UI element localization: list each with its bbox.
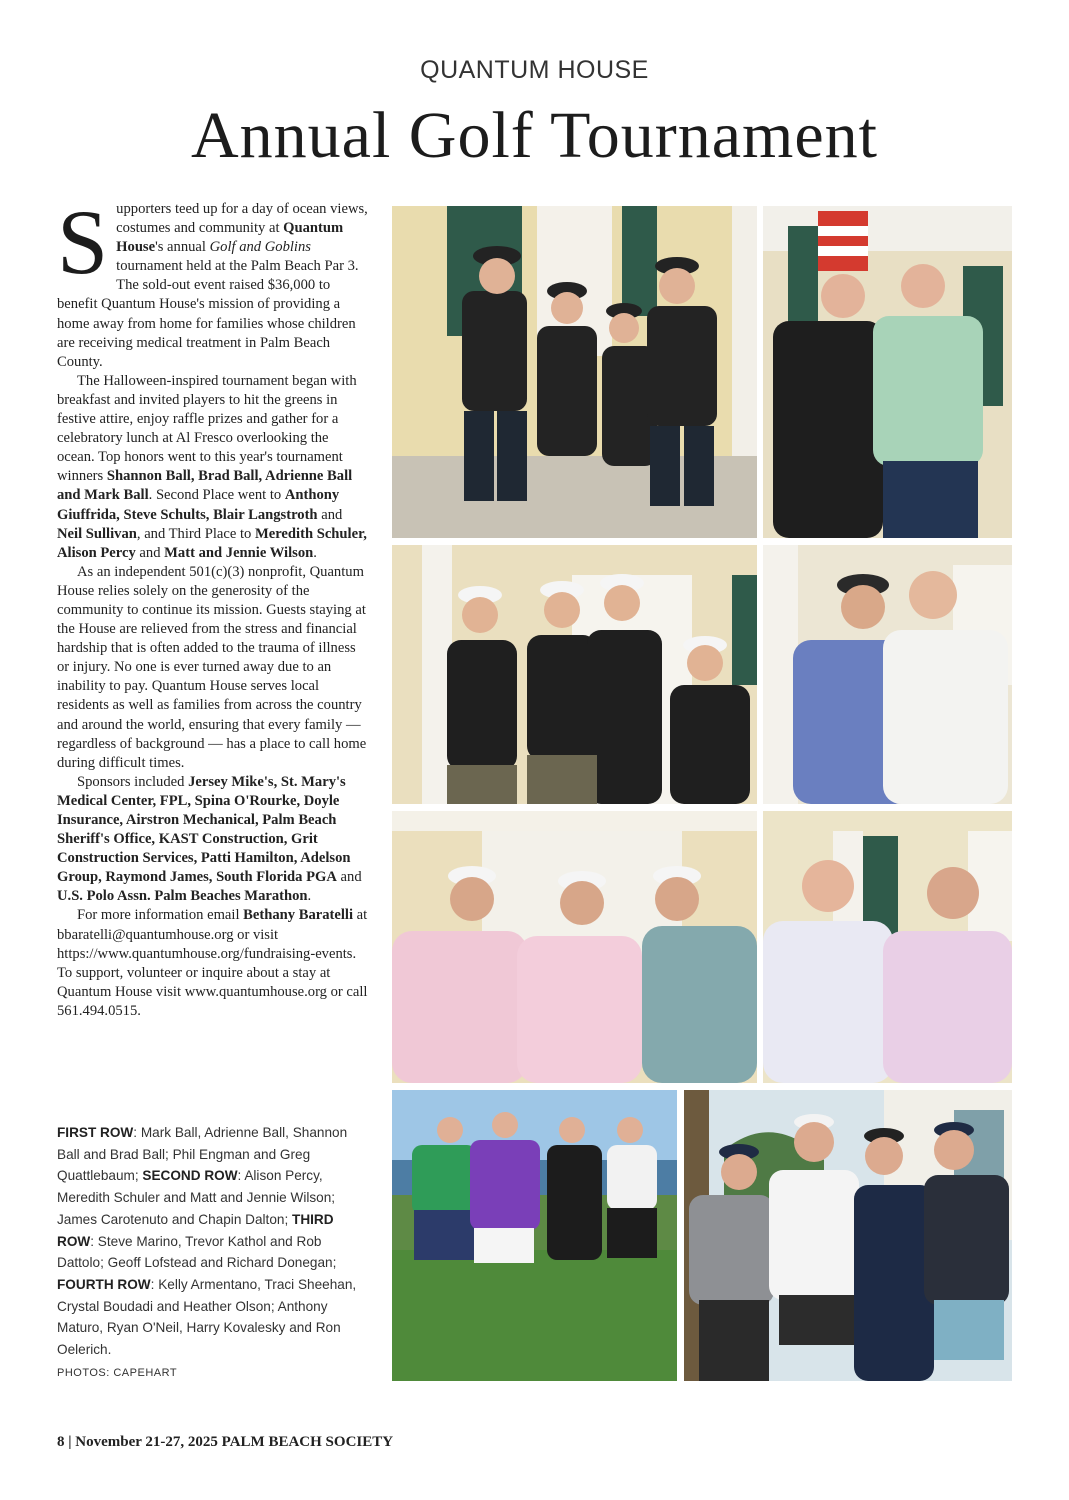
caption-row-label: SECOND ROW bbox=[142, 1168, 238, 1184]
page-footer: 8 | November 21-27, 2025 PALM BEACH SOCIETY bbox=[57, 1434, 394, 1450]
photo-row4-right bbox=[684, 1090, 1012, 1381]
photo-captions bbox=[57, 1122, 369, 1384]
photo-row1-right bbox=[763, 206, 1012, 538]
text-run: The Halloween-inspired tournament began with breakfast and invited players to hit the greens in festive attire, enjoy raffle prizes and gather for a celebratory lunch at Al Fresco overlooking the ocean. Top honors went to this year's tournament winners bbox=[57, 372, 357, 485]
org-name: Quantum House bbox=[116, 220, 344, 256]
winners-third-last: Matt and Jennie Wilson bbox=[164, 544, 314, 561]
text-run: , and Third Place to bbox=[136, 525, 255, 542]
article-paragraph-5 bbox=[57, 906, 369, 1021]
winners-third: Meredith Schuler, Alison Percy bbox=[57, 525, 367, 561]
text-run: and bbox=[317, 506, 343, 523]
text-run: . Second Place went to bbox=[148, 487, 285, 504]
caption-text: : Mark Ball, Adrienne Ball, Shannon Ball and Brad Ball; Phil Engman and Greg Quattlebaum; bbox=[57, 1125, 348, 1184]
text-run: and bbox=[135, 544, 165, 561]
section-kicker: QUANTUM HOUSE bbox=[420, 56, 649, 84]
winners-second: Anthony Giuffrida, Steve Schults, Blair Langstroth bbox=[57, 487, 340, 523]
winners-second-last: Neil Sullivan bbox=[57, 525, 137, 542]
photo-row1-left bbox=[392, 206, 757, 538]
text-run: and bbox=[336, 869, 362, 886]
photo-credit: PHOTOS: CAPEHART bbox=[57, 1366, 178, 1379]
caption-text: : Alison Percy, Meredith Schuler and Matt and Jennie Wilson; James Carotenuto and Chapin Dalton; bbox=[57, 1168, 336, 1227]
text-run: 's annual bbox=[155, 239, 210, 256]
text-run: Sponsors included bbox=[77, 773, 189, 790]
article-paragraph-2 bbox=[57, 372, 369, 563]
photo-row3-right bbox=[763, 811, 1012, 1083]
caption-row-label: FOURTH ROW bbox=[57, 1276, 151, 1292]
photo-row2-left bbox=[392, 545, 757, 804]
contact-name: Bethany Baratelli bbox=[243, 907, 354, 924]
photo-row3-left bbox=[392, 811, 757, 1083]
caption-text: : Steve Marino, Trevor Kathol and Rob Dattolo; Geoff Lofstead and Richard Donegan; bbox=[57, 1233, 337, 1271]
text-run: . bbox=[307, 888, 312, 905]
event-name: Golf and Goblins bbox=[209, 239, 311, 256]
photo-row4-left bbox=[392, 1090, 677, 1381]
caption-text: : Kelly Armentano, Traci Sheehan, Crystal Boudadi and Heather Olson; Anthony Maturo, Ryan O'Neil, Harry Kovalesky and Ron Oelerich. bbox=[57, 1276, 357, 1358]
article-paragraph-4 bbox=[57, 773, 369, 907]
photo-row2-right bbox=[763, 545, 1012, 804]
text-run: . bbox=[313, 544, 317, 561]
text-run: upporters teed up for a day of ocean views, costumes and community at bbox=[116, 201, 368, 237]
caption-row-label: THIRD ROW bbox=[57, 1211, 334, 1249]
page-title: Annual Golf Tournament bbox=[190, 99, 879, 172]
text-run: at bbaratelli@quantumhouse.org or visit https://www.quantumhouse.org/fundraising-events. To support, volunteer or inquire about a stay at Quantum House visit www.quantumhouse.org or call 561.494.0515. bbox=[57, 907, 368, 1019]
article-body bbox=[57, 191, 369, 1021]
winners-first: Shannon Ball, Brad Ball, Adrienne Ball and Mark Ball bbox=[57, 468, 353, 504]
text-run: tournament held at the Palm Beach Par 3. The sold-out event raised $36,000 to benefit Quantum House's mission of providing a home away from home for families whose children are receiving medical treatment in Palm Beach County. bbox=[57, 258, 359, 370]
sponsor-last: U.S. Polo Assn. Palm Beaches Marathon bbox=[57, 888, 308, 905]
sponsor-list: Jersey Mike's, St. Mary's Medical Center, FPL, Spina O'Rourke, Doyle Insurance, Airstron Mechanical, Palm Beach Sheriff's Office, KAST Construction, Grit Construction Services, Patti Hamilton, Adelson Group, Raymond James, South Florida PGA bbox=[57, 773, 351, 886]
article-paragraph-3: As an independent 501(c)(3) nonprofit, Quantum House relies solely on the generosity of the community to continue its mission. Guests staying at the House are relieved from the stress and financial hardship that is often added to the trauma of illness or injury. No one is ever turned away due to an inability to pay. Quantum House serves local residents as well as families from across the country and around the world, ensuring that every family — regardless of background — has a place to call home during difficult times. bbox=[57, 563, 367, 771]
article-paragraph-1 bbox=[57, 191, 369, 372]
caption-row-label: FIRST ROW bbox=[57, 1125, 134, 1140]
drop-cap: S bbox=[57, 191, 109, 293]
text-run: For more information email bbox=[77, 907, 244, 924]
